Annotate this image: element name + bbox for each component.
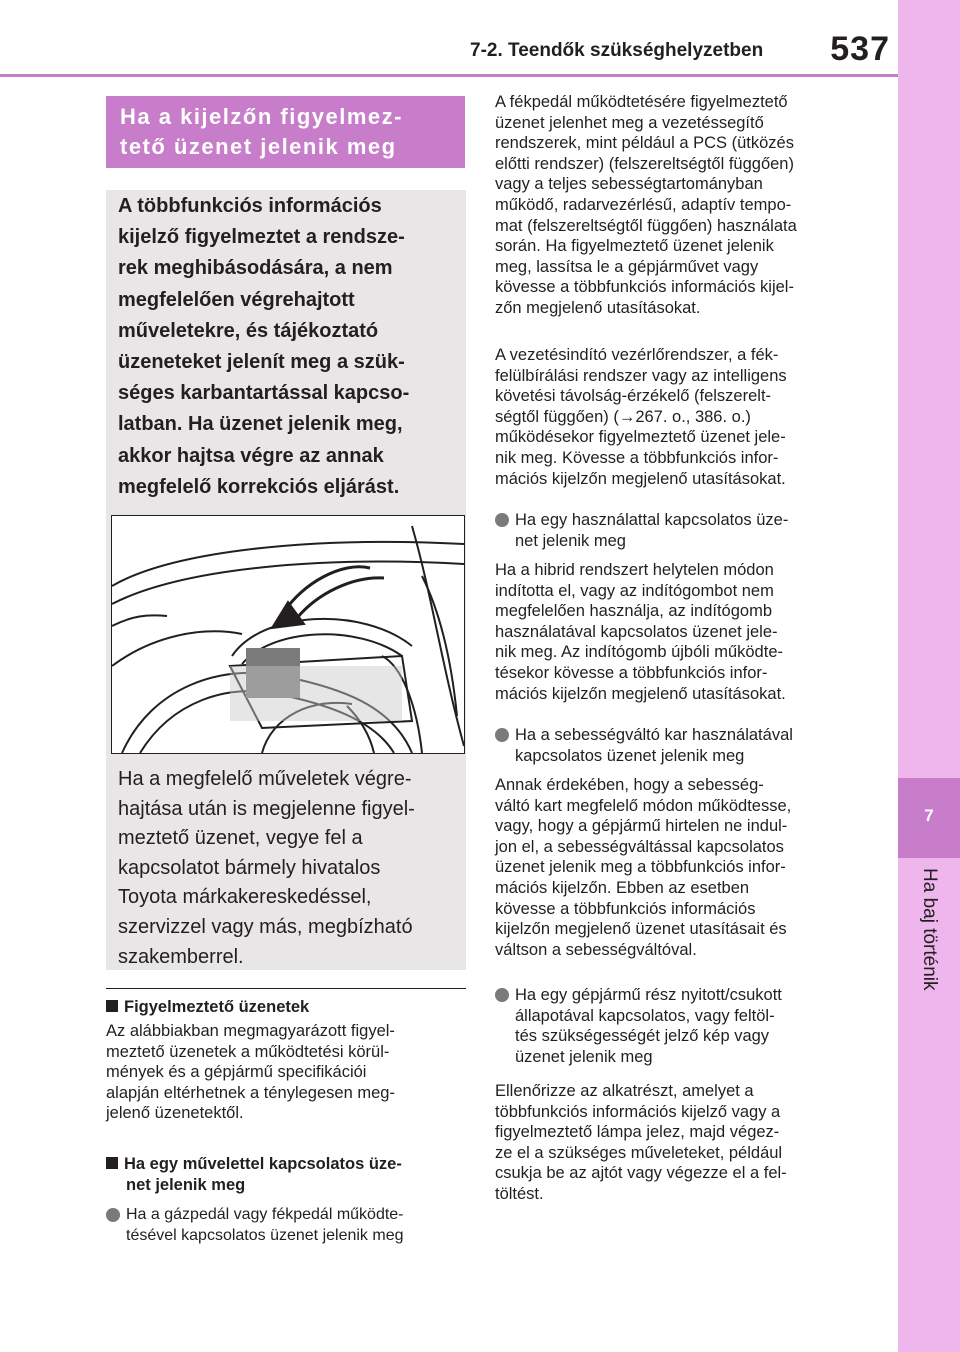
round-bullet-icon: [106, 1208, 120, 1222]
paragraph: Az alábbiakban megmagyarázott figyel- meztető üzenetek a működtetési körül- mények és a gépjármű specifikációi alapján eltérhetnek a ténylegesen meg- jelenő üzenetektől.: [106, 1022, 395, 1123]
bullet-item: Ha a sebességváltó kar használatával kapcsolatos üzenet jelenik meg: [495, 725, 855, 766]
paragraph: Ellenőrizze az alkatrészt, amelyet a többfunkciós információs kijelző vagy a figyelmeztető lámpa jelez, majd végez- ze el a szükséges műveleteket, például csukja be az ajtót vagy végezze el a fel- töltést.: [495, 1082, 787, 1203]
paragraph: A vezetésindító vezérlőrendszer, a fék- felülbírálási rendszer vagy az intelligens követési távolság-érzékelő (felszerelt- ségtől függően) (→267. o., 386. o.) működésekor figyelmeztető üzenet jele- nik meg. Kövesse a többfunkciós infor- mációs kijelzőn megjelenő utasításokat.: [495, 346, 787, 488]
subheading-warning-messages: Figyelmeztető üzenetek: [106, 998, 466, 1017]
round-bullet-icon: [495, 988, 509, 1002]
chapter-side-tab: [898, 0, 960, 1352]
round-bullet-icon: [495, 513, 509, 527]
bullet-item: Ha egy gépjármű rész nyitott/csukott állapotával kapcsolatos, vagy feltöl- tés szükségességét jelző kép vagy üzenet jelenik meg: [495, 985, 855, 1067]
info-summary: A többfunkciós információs kijelző figyelmeztet a rendsze- rek meghibásodására, a nem megfelelően végrehajtott műveletekre, és tájékoztató üzeneteket jelenít meg a szük- séges karbantartással kapcso- latban. Ha üzenet jelenik meg, akkor hajtsa végre az annak megfelelő korrekciós eljárást.: [118, 195, 410, 498]
info-contact-note: Ha a megfelelő műveletek végre- hajtása után is megjelenne figyel- meztető üzenet, vegye fel a kapcsolatot bármely hivatalos Toyota márkakereskedéssel, szervizzel vagy más, megbízható szakemberrel.: [118, 768, 415, 968]
square-bullet-icon: [106, 1157, 118, 1169]
chapter-title: Ha baj történik: [919, 868, 940, 991]
header-rule: [0, 74, 898, 77]
subheading-operation-message: Ha egy művelettel kapcsolatos üze- net jelenik meg: [106, 1154, 466, 1195]
round-bullet-icon: [495, 728, 509, 742]
section-title: 7-2. Teendők szükséghelyzetben: [470, 40, 764, 61]
bullet-item: Ha a gázpedál vagy fékpedál működte- tésével kapcsolatos üzenet jelenik meg: [106, 1205, 466, 1246]
paragraph: Annak érdekében, hogy a sebesség- váltó kart megfelelő módon működtesse, vagy, hogy a gépjármű hirtelen ne indul- jon el, a sebességváltással kapcsolatos üzenet jelenik meg a többfunkciós infor- mációs kijelzőn. Ebben az esetben kövesse a többfunkciós információs kijelzőn megjelenő üzenet utasításait és váltson a sebességváltóval.: [495, 776, 792, 959]
section-divider: [106, 988, 466, 989]
topic-title-box: [106, 96, 465, 168]
paragraph: Ha a hibrid rendszert helytelen módon indította el, vagy az indítógombot nem megfelelően használja, az indítógomb használatával kapcsolatos üzenet jele- nik meg. Az indítógomb újbóli működte- tésekor kövesse a többfunkciós infor- mációs kijelzőn megjelenő utasításokat.: [495, 561, 786, 703]
topic-title-line: tető üzenet jelenik meg: [120, 134, 397, 159]
page-number: 537: [830, 30, 890, 68]
instrument-cluster-drawing: [112, 516, 464, 753]
paragraph: A fékpedál működtetésére figyelmeztető üzenet jelenhet meg a vezetéssegítő rendszerek, mint például a PCS (ütközés előtti rendszer) (felszereltségtől függően) vagy a teljes sebességtartományban működő, radarvezérlésű, adaptív tempo- mat (felszereltségtől függően) használata során. Ha figyelmeztető üzenet jelenik meg, lassítsa le a gépjárművet vagy kövesse a többfunkciós információs kijel- zőn megjelenő utasításokat.: [495, 93, 797, 317]
dashboard-illustration: [111, 515, 465, 754]
square-bullet-icon: [106, 1000, 118, 1012]
bullet-item: Ha egy használattal kapcsolatos üze- net jelenik meg: [495, 510, 855, 551]
chapter-number: 7: [924, 806, 934, 825]
topic-title-line: Ha a kijelzőn figyelmez-: [120, 104, 403, 129]
